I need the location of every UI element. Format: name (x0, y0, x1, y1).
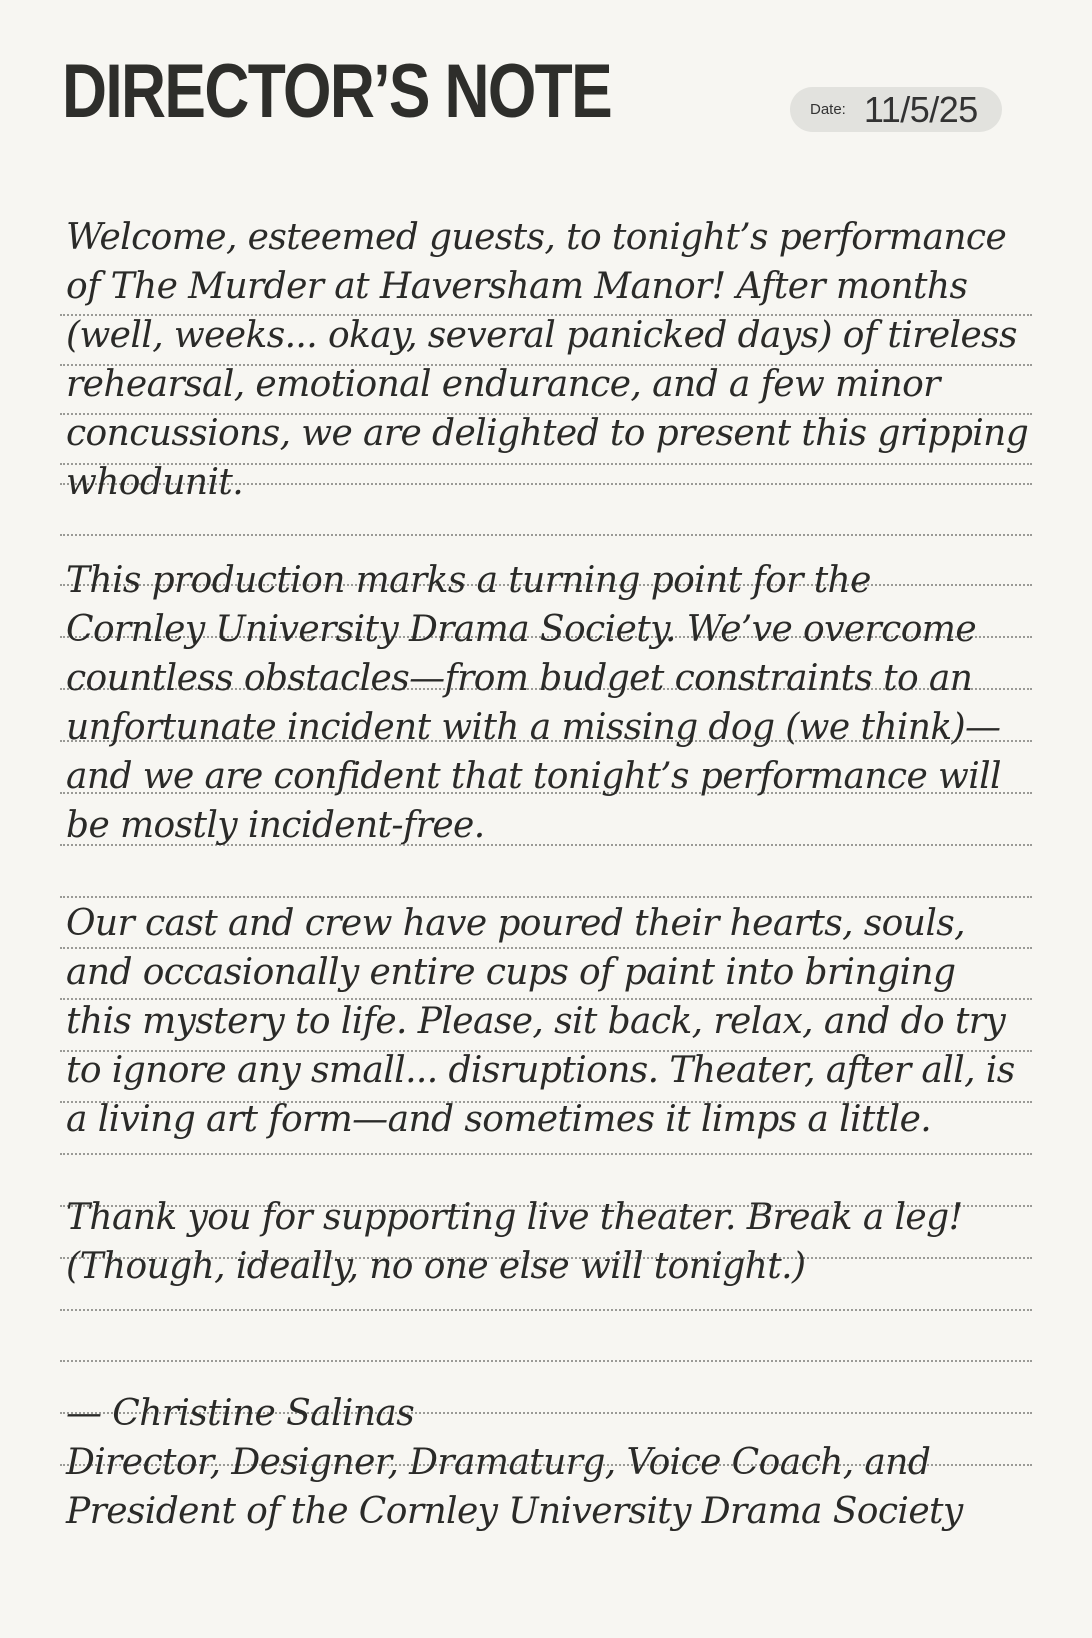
text-line: rehearsal, emotional endurance, and a few minor (66, 364, 940, 405)
text-line: (well, weeks... okay, several panicked days) of tireless (66, 315, 1017, 356)
text-line: a living art form—and sometimes it limps a little. (66, 1099, 932, 1140)
text-line: be mostly incident-free. (66, 805, 485, 846)
text-line: this mystery to life. Please, sit back, relax, and do try (66, 1001, 1006, 1042)
text-line: of The Murder at Haversham Manor! After months (66, 266, 968, 307)
text-line: Thank you for supporting live theater. Break a leg! (66, 1197, 963, 1238)
text-line: concussions, we are delighted to present this gripping (66, 413, 1029, 454)
text-line: This production marks a turning point for the (66, 560, 871, 601)
paragraph-cast (66, 899, 1056, 1144)
paragraph-gap (66, 850, 1056, 899)
text-line: unfortunate incident with a missing dog (we think)— (66, 707, 1001, 748)
paragraph-gap (66, 507, 1056, 556)
text-line: whodunit. (66, 462, 244, 503)
date-label: Date: (810, 101, 846, 118)
text-line: Our cast and crew have poured their hearts, souls, (66, 903, 965, 944)
text-line: and occasionally entire cups of paint into bringing (66, 952, 956, 993)
paragraph-gap (66, 1340, 1056, 1389)
signature-block (66, 1389, 1056, 1536)
text-line: to ignore any small... disruptions. Theater, after all, is (66, 1050, 1015, 1091)
text-line: countless obstacles—from budget constraints to an (66, 658, 973, 699)
page-title: DIRECTOR’S NOTE (62, 49, 612, 134)
text-line: and we are confident that tonight’s performance will (66, 756, 1001, 797)
date-value: 11/5/25 (863, 88, 978, 130)
paragraph-production (66, 556, 1056, 850)
text-line: (Though, ideally, no one else will tonight.) (66, 1246, 806, 1287)
letter-body (66, 213, 1056, 1536)
paragraph-thanks (66, 1193, 1056, 1291)
paragraph-welcome (66, 213, 1056, 507)
paragraph-gap (66, 1291, 1056, 1340)
text-line: Welcome, esteemed guests, to tonight’s performance (66, 217, 1007, 258)
text-line: Cornley University Drama Society. We’ve overcome (66, 609, 977, 650)
signature-name: — Christine Salinas (66, 1393, 415, 1434)
signature-role: Director, Designer, Dramaturg, Voice Coach, and (66, 1442, 931, 1483)
paragraph-gap (66, 1144, 1056, 1193)
signature-role: President of the Cornley University Drama Society (66, 1491, 963, 1532)
